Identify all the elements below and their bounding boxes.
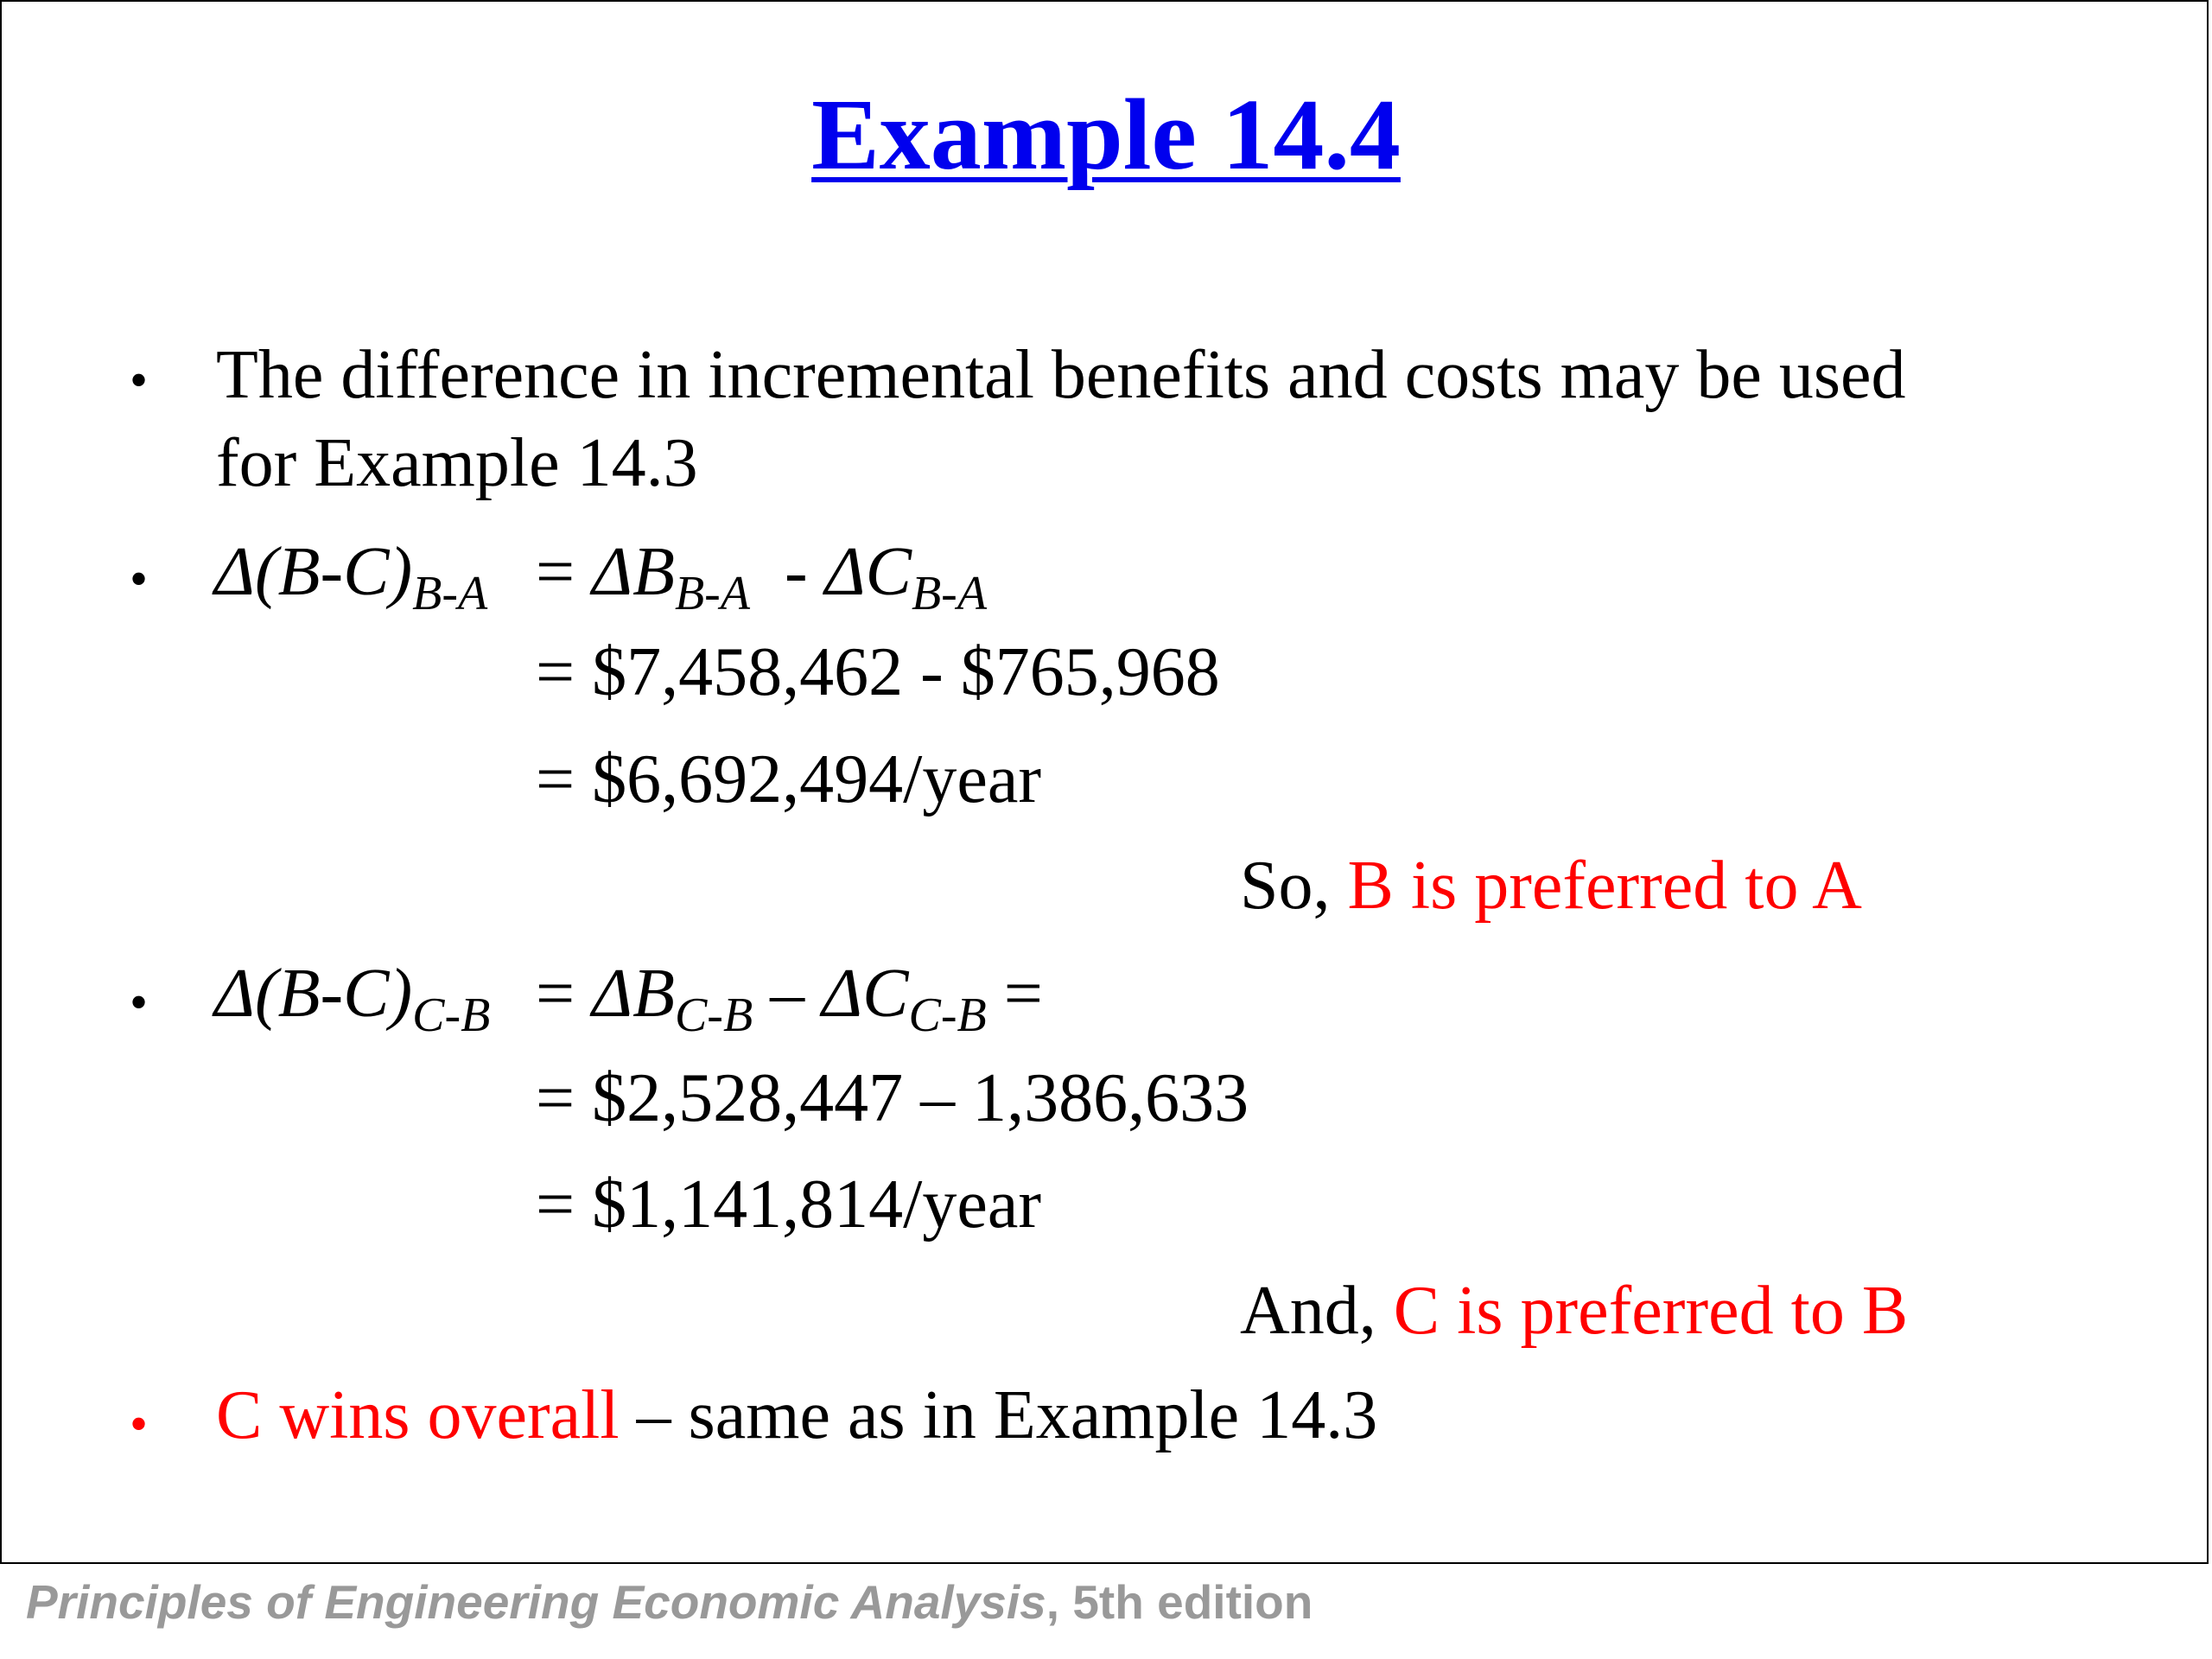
delta-bc-cb-label: $\Delta(B-C)_{C-B}$	[214, 956, 491, 1042]
delta-bc-ba-label: $\Delta(B-C)_{B-A}$	[214, 534, 488, 620]
cb-conclusion: And, C is preferred to B	[1240, 1273, 1909, 1349]
bullet-1-line-2: for Example 14.3	[216, 425, 698, 501]
ba-step-1: = $7,458,462 - $765,968	[536, 634, 1220, 710]
bullet-marker: •	[130, 550, 149, 607]
delta-ba-equation: = $\Delta B_{B-A} - \Delta C_{B-A}$	[536, 534, 988, 620]
ba-step-2: = $6,692,494/year	[536, 741, 1041, 817]
bullet-marker: •	[130, 352, 149, 409]
bullet-1-line-1: The difference in incremental benefits and costs may be used	[216, 337, 1906, 413]
slide-title: Example 14.4	[811, 78, 1401, 191]
footer-edition: , 5th edition	[1046, 1575, 1313, 1629]
cb-step-1: = $2,528,447 – 1,386,633	[536, 1060, 1249, 1136]
final-conclusion: C wins overall – same as in Example 14.3	[216, 1377, 1378, 1453]
footer-book-title: Principles of Engineering Economic Analysis	[26, 1575, 1046, 1629]
footer-citation	[26, 1575, 1313, 1629]
ba-conclusion: So, B is preferred to A	[1240, 848, 1862, 924]
cb-step-2: = $1,141,814/year	[536, 1166, 1041, 1243]
delta-cb-equation: = $\Delta B_{C-B} - \Delta C_{C-B}$ =	[536, 956, 1043, 1042]
bullet-marker: •	[130, 974, 149, 1031]
bullet-marker: •	[130, 1395, 149, 1452]
